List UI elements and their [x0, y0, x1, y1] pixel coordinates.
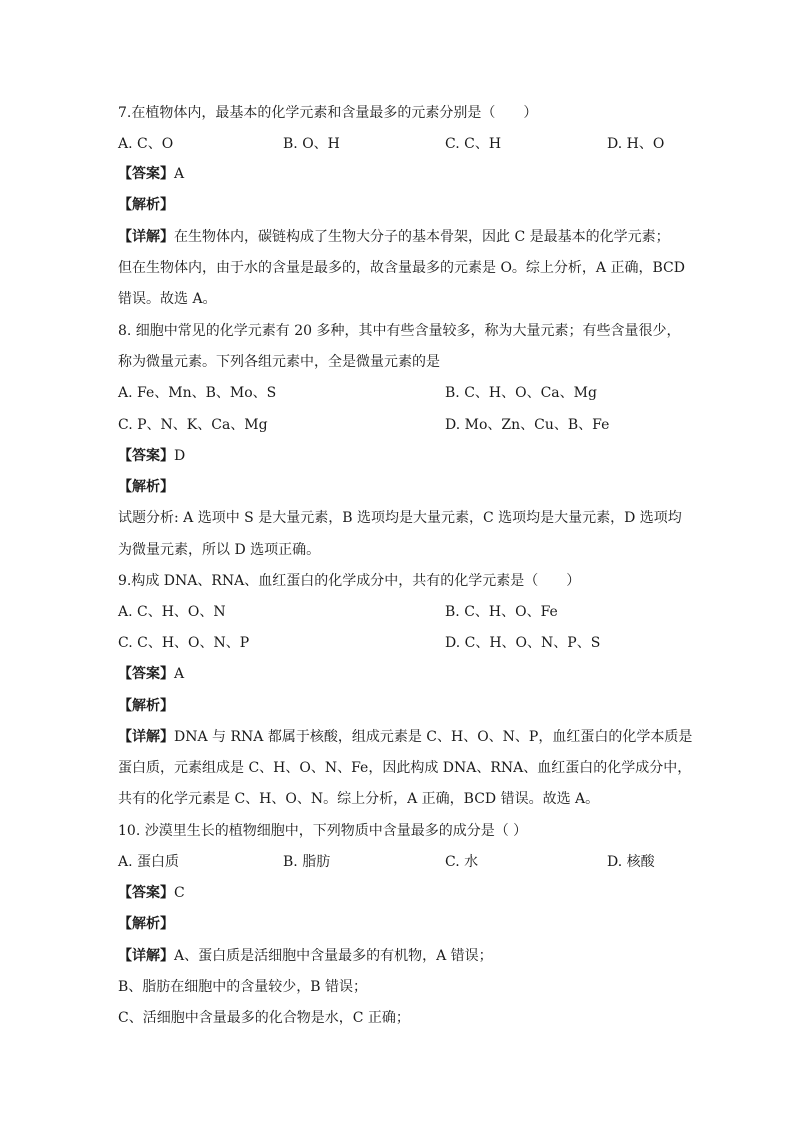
answer-value: A [174, 666, 185, 682]
q7-answer [118, 165, 684, 183]
q7-option-c: C. C、H [445, 136, 502, 152]
detail-tag: 【详解】 [118, 729, 174, 745]
q8-option-a: A. Fe、Mn、B、Mo、S [118, 385, 277, 401]
q9-option-b: B. C、H、O、Fe [445, 604, 558, 620]
q10-answer [118, 884, 684, 902]
detail-text: 在生物体内，碳链构成了生物大分子的基本骨架，因此 C 是最基本的化学元素； [174, 229, 670, 245]
answer-tag: 【答案】 [118, 666, 174, 682]
q8-option-c: C. P、N、K、Ca、Mg [118, 417, 268, 433]
q7-detail-line-3: 错误。故选 A。 [118, 291, 217, 307]
q8-option-b: B. C、H、O、Ca、Mg [445, 385, 597, 401]
q7-option-a: A. C、O [118, 136, 174, 152]
q9-answer [118, 665, 684, 683]
answer-value: C [174, 885, 185, 901]
q8-answer [118, 447, 684, 465]
q10-option-a: A. 蛋白质 [118, 854, 180, 870]
q10-detail-line-1 [118, 947, 684, 965]
q8-stem-line-2: 称为微量元素。下列各组元素中，全是微量元素的是 [118, 354, 440, 370]
answer-value: D [174, 448, 186, 464]
detail-tag: 【详解】 [118, 229, 174, 245]
detail-text: DNA 与 RNA 都属于核酸，组成元素是 C、H、O、N、P，血红蛋白的化学本质是 [174, 729, 693, 745]
q10-stem: 10. 沙漠里生长的植物细胞中，下列物质中含量最多的成分是（ ） [118, 823, 528, 839]
q7-option-d: D. H、O [607, 136, 665, 152]
detail-text: A、蛋白质是活细胞中含量最多的有机物，A 错误； [174, 948, 493, 964]
q9-detail-line-3: 共有的化学元素是 C、H、O、N。综上分析，A 正确，BCD 错误。故选 A。 [118, 791, 600, 807]
q8-option-d: D. Mo、Zn、Cu、B、Fe [445, 417, 610, 433]
q8-analysis-line-2: 为微量元素，所以 D 选项正确。 [118, 542, 321, 558]
answer-tag: 【答案】 [118, 166, 174, 182]
q10-option-b: B. 脂肪 [283, 854, 331, 870]
q7-detail-line-2: 但在生物体内，由于水的含量是最多的，故含量最多的元素是 O。综上分析，A 正确，BCD [118, 260, 685, 276]
q10-analysis-tag: 【解析】 [118, 916, 174, 932]
q10-option-d: D. 核酸 [607, 854, 655, 870]
q8-analysis-tag: 【解析】 [118, 479, 174, 495]
q10-detail-line-3: C、活细胞中含量最多的化合物是水，C 正确； [118, 1010, 410, 1026]
answer-tag: 【答案】 [118, 448, 174, 464]
q9-option-a: A. C、H、O、N [118, 604, 226, 620]
q9-option-c: C. C、H、O、N、P [118, 635, 250, 651]
q9-detail-line-1 [118, 728, 693, 746]
q7-stem: 7.在植物体内，最基本的化学元素和含量最多的元素分别是（ ） [118, 105, 538, 121]
q10-detail-line-2: B、脂肪在细胞中的含量较少，B 错误； [118, 979, 368, 995]
q9-stem: 9.构成 DNA、RNA、血红蛋白的化学成分中，共有的化学元素是（ ） [118, 573, 581, 589]
q9-option-d: D. C、H、O、N、P、S [445, 635, 601, 651]
q9-analysis-tag: 【解析】 [118, 698, 174, 714]
q7-detail-line-1 [118, 228, 684, 246]
answer-value: A [174, 166, 185, 182]
q7-option-b: B. O、H [283, 136, 340, 152]
q7-analysis-tag: 【解析】 [118, 197, 174, 213]
q9-detail-line-2: 蛋白质，元素组成是 C、H、O、N、Fe，因此构成 DNA、RNA、血红蛋白的化学成分中， [118, 760, 692, 776]
answer-tag: 【答案】 [118, 885, 174, 901]
q8-analysis-line-1: 试题分析: A 选项中 S 是大量元素，B 选项均是大量元素，C 选项均是大量元素，D 选项均 [118, 510, 682, 526]
q10-option-c: C. 水 [445, 854, 479, 870]
q8-stem-line-1: 8. 细胞中常见的化学元素有 20 多种，其中有些含量较多，称为大量元素；有些含量很少， [118, 323, 681, 339]
detail-tag: 【详解】 [118, 948, 174, 964]
